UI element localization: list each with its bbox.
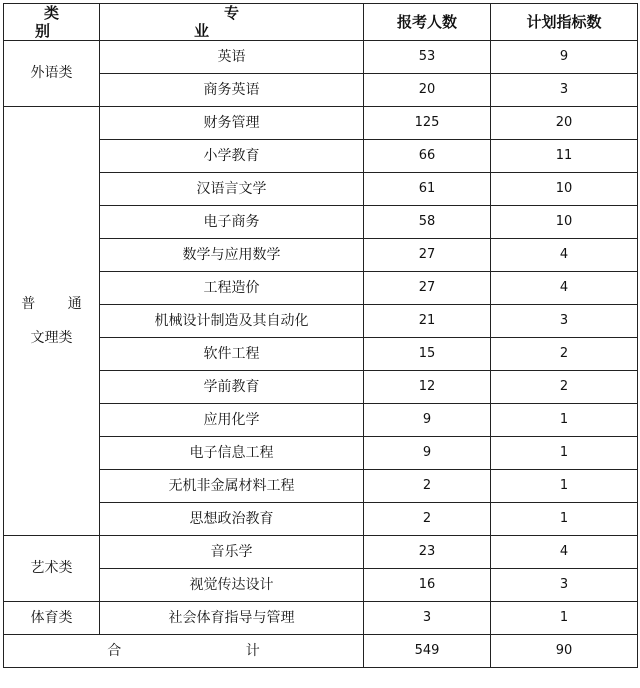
applicants-cell: 61: [364, 173, 491, 206]
applicants-cell: 23: [364, 536, 491, 569]
table-row: [4, 470, 638, 503]
quota-cell: 2: [491, 371, 638, 404]
applicants-cell: 3: [364, 602, 491, 635]
quota-cell: 1: [491, 404, 638, 437]
quota-cell: 1: [491, 503, 638, 536]
category-line-1: 普 通: [21, 296, 96, 312]
major-cell: 电子信息工程: [100, 437, 364, 470]
table-row: [4, 305, 638, 338]
quota-cell: 1: [491, 437, 638, 470]
major-cell: 社会体育指导与管理: [100, 602, 364, 635]
quota-cell: 4: [491, 239, 638, 272]
total-quota: 90: [491, 635, 638, 668]
applicants-cell: 27: [364, 272, 491, 305]
quota-cell: 11: [491, 140, 638, 173]
quota-cell: 3: [491, 305, 638, 338]
major-cell: 音乐学: [100, 536, 364, 569]
major-cell: 无机非金属材料工程: [100, 470, 364, 503]
major-cell: 软件工程: [100, 338, 364, 371]
table-row: [4, 272, 638, 305]
header-major: 专 业: [100, 4, 364, 41]
total-row: [4, 635, 638, 668]
table-row: [4, 371, 638, 404]
quota-cell: 1: [491, 470, 638, 503]
major-cell: 思想政治教育: [100, 503, 364, 536]
major-cell: 机械设计制造及其自动化: [100, 305, 364, 338]
major-cell: 工程造价: [100, 272, 364, 305]
major-cell: 汉语言文学: [100, 173, 364, 206]
quota-cell: 3: [491, 569, 638, 602]
quota-cell: 4: [491, 272, 638, 305]
quota-cell: 1: [491, 602, 638, 635]
quota-cell: 10: [491, 173, 638, 206]
category-cell: 艺术类: [4, 536, 100, 602]
major-cell: 财务管理: [100, 107, 364, 140]
applicants-cell: 66: [364, 140, 491, 173]
table-row: [4, 206, 638, 239]
enrollment-table: [3, 3, 638, 668]
applicants-cell: 53: [364, 41, 491, 74]
applicants-cell: 2: [364, 470, 491, 503]
applicants-cell: 27: [364, 239, 491, 272]
header-applicants: 报考人数: [364, 4, 491, 41]
quota-cell: 20: [491, 107, 638, 140]
applicants-cell: 12: [364, 371, 491, 404]
header-quota: 计划指标数: [491, 4, 638, 41]
major-cell: 英语: [100, 41, 364, 74]
table-row: [4, 41, 638, 74]
applicants-cell: 16: [364, 569, 491, 602]
applicants-cell: 58: [364, 206, 491, 239]
quota-cell: 2: [491, 338, 638, 371]
table-row: [4, 404, 638, 437]
table-row: [4, 338, 638, 371]
applicants-cell: 21: [364, 305, 491, 338]
table-row: [4, 74, 638, 107]
applicants-cell: 20: [364, 74, 491, 107]
quota-cell: 10: [491, 206, 638, 239]
major-cell: 视觉传达设计: [100, 569, 364, 602]
header-category: 类 别: [4, 4, 100, 41]
category-cell: 体育类: [4, 602, 100, 635]
table-row: [4, 503, 638, 536]
major-cell: 小学教育: [100, 140, 364, 173]
major-cell: 应用化学: [100, 404, 364, 437]
applicants-cell: 15: [364, 338, 491, 371]
applicants-cell: 9: [364, 437, 491, 470]
category-cell: 外语类: [4, 41, 100, 107]
header-row: [4, 4, 638, 41]
category-line-2: 文理类: [30, 330, 73, 346]
major-cell: 数学与应用数学: [100, 239, 364, 272]
table-row: [4, 107, 638, 140]
table-row: [4, 173, 638, 206]
table-row: [4, 602, 638, 635]
table-row: [4, 536, 638, 569]
quota-cell: 4: [491, 536, 638, 569]
major-cell: 学前教育: [100, 371, 364, 404]
quota-cell: 9: [491, 41, 638, 74]
table-row: [4, 437, 638, 470]
applicants-cell: 2: [364, 503, 491, 536]
major-cell: 商务英语: [100, 74, 364, 107]
table-row: [4, 569, 638, 602]
table-row: [4, 140, 638, 173]
major-cell: 电子商务: [100, 206, 364, 239]
total-applicants: 549: [364, 635, 491, 668]
table-row: [4, 239, 638, 272]
total-label: 合 计: [4, 635, 364, 668]
applicants-cell: 125: [364, 107, 491, 140]
category-cell: [4, 107, 100, 536]
quota-cell: 3: [491, 74, 638, 107]
applicants-cell: 9: [364, 404, 491, 437]
